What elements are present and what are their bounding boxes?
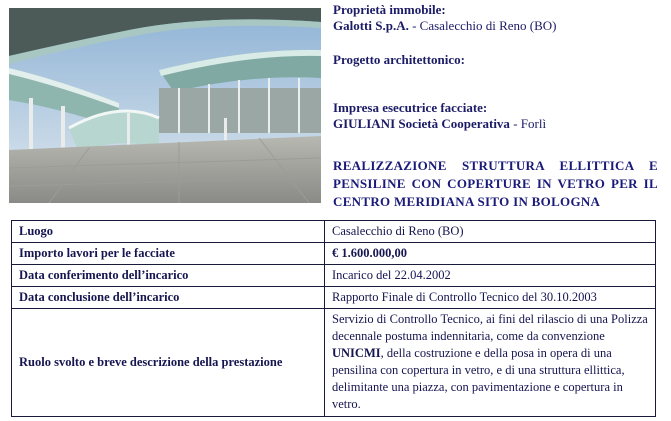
- table-row: [12, 221, 656, 243]
- contractor-location: - Forlì: [509, 116, 547, 131]
- contractor-name: GIULIANI Società Cooperativa: [333, 116, 510, 131]
- project-label: Progetto architettonico:: [333, 52, 465, 67]
- table-row: [12, 287, 656, 309]
- owner-location: - Casalecchio di Reno (BO): [408, 18, 557, 33]
- project-title: REALIZZAZIONE STRUTTURA ELLITTICA E PENSILINE CON COPERTURE IN VETRO PER IL CENTRO MERIDIANA SITO IN BOLOGNA: [333, 158, 658, 209]
- owner-value: [333, 18, 663, 34]
- row-value: Casalecchio di Reno (BO): [325, 221, 656, 243]
- row-key: Luogo: [12, 221, 325, 243]
- table-row: [12, 243, 656, 265]
- contractor-value: [333, 116, 663, 132]
- row-key: Data conclusione dell’incarico: [12, 287, 325, 309]
- project-info: [333, 2, 663, 132]
- owner-label: Proprietà immobile:: [333, 2, 446, 17]
- table-row: [12, 309, 656, 417]
- role-key: Ruolo svolto e breve descrizione della prestazione: [12, 309, 325, 417]
- row-value: Rapporto Finale di Controllo Tecnico del 30.10.2003: [325, 287, 656, 309]
- row-key: Data conferimento dell’incarico: [12, 265, 325, 287]
- row-value: Incarico del 22.04.2002: [325, 265, 656, 287]
- contractor-label: Impresa esecutrice facciate:: [333, 100, 488, 115]
- details-table: [11, 220, 656, 417]
- role-description: [325, 309, 656, 417]
- table-row: [12, 265, 656, 287]
- row-key: Importo lavori per le facciate: [12, 243, 325, 265]
- role-desc-bold: UNICMI: [332, 346, 381, 360]
- building-photo: [9, 8, 321, 203]
- row-value: € 1.600.000,00: [325, 243, 656, 265]
- owner-name: Galotti S.p.A.: [333, 18, 409, 33]
- role-desc-before: Servizio di Controllo Tecnico, ai fini del rilascio di una Polizza decennale postuma indennitaria, come da convenzione: [332, 312, 648, 343]
- role-desc-after: , della costruzione e della posa in opera di una pensilina con copertura in vetro, e di una struttura ellittica, delimitante una piazza, con pavimentazione e copertura in vetro.: [332, 346, 625, 411]
